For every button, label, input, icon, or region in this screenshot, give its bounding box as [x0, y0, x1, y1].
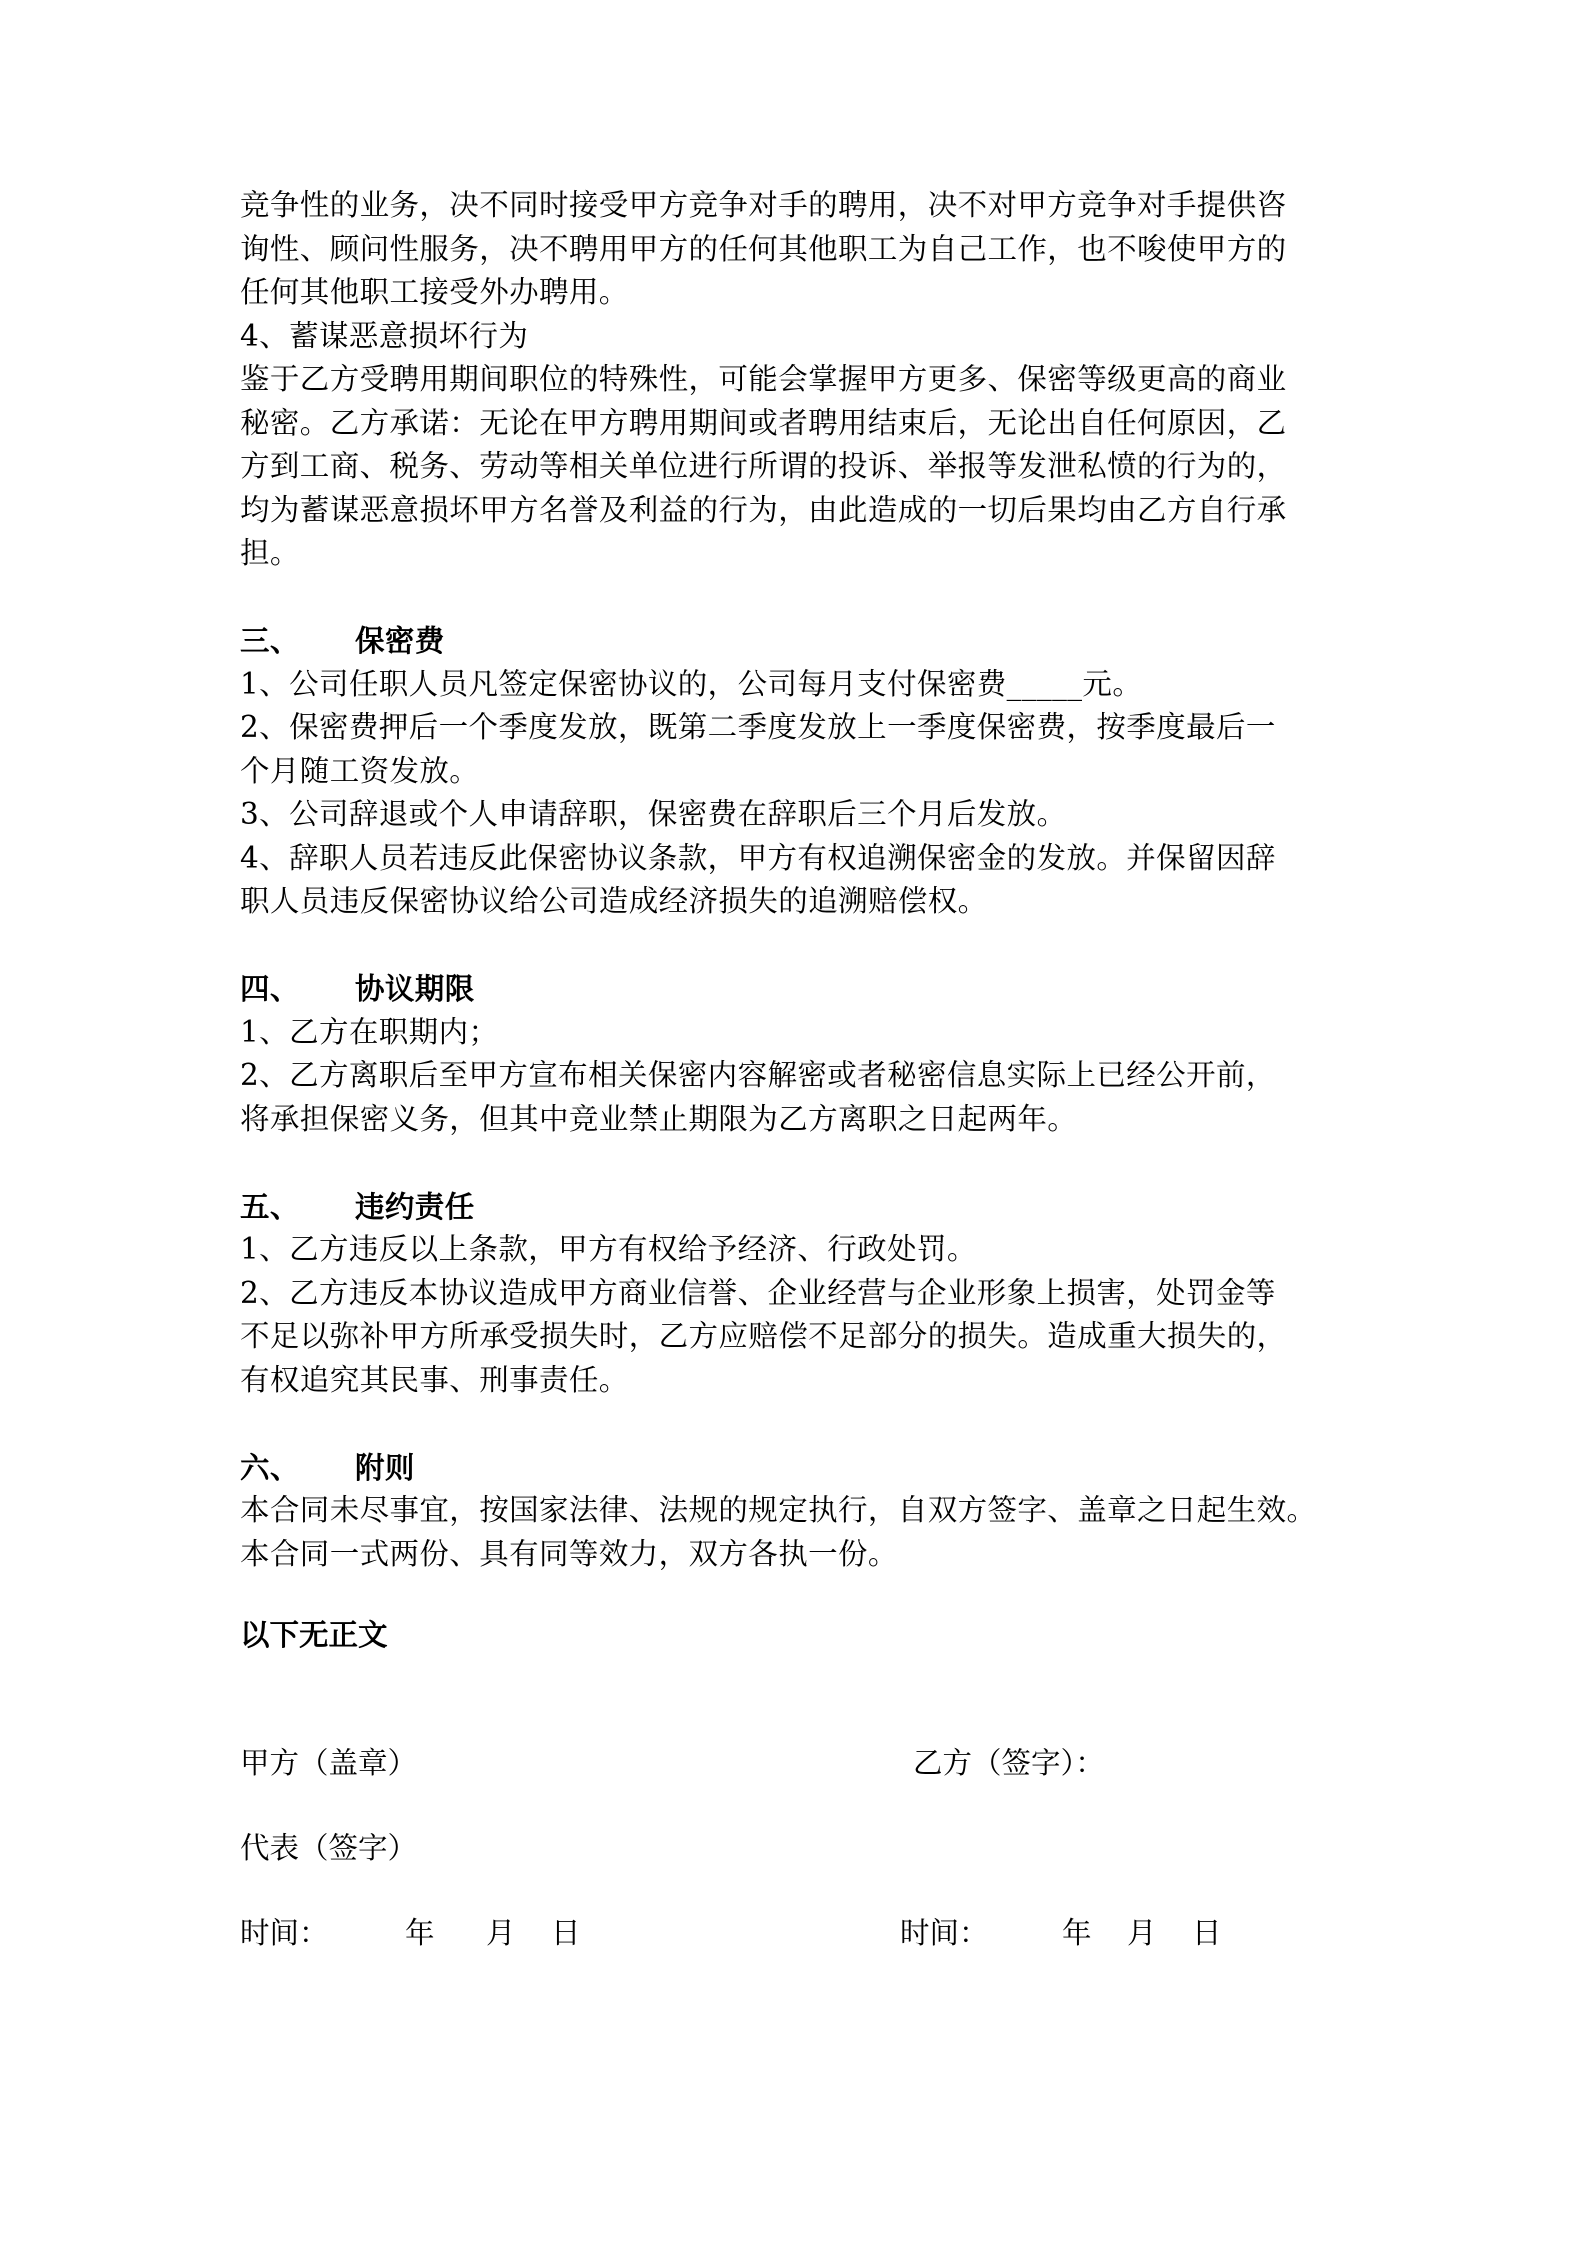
- text-line: 任何其他职工接受外办聘用。: [240, 275, 629, 309]
- text-line: 1、乙方违反以上条款，甲方有权给予经济、行政处罚。: [240, 1232, 977, 1266]
- text-line: 3、公司辞退或个人申请辞职，保密费在辞职后三个月后发放。: [240, 797, 1067, 831]
- party-b-time-label: 时间：: [900, 1916, 989, 1950]
- section-title: 保密费: [355, 623, 445, 658]
- section-number: 四、: [240, 971, 300, 1006]
- end-of-text-note: 以下无正文: [240, 1617, 388, 1652]
- text-line: 方到工商、税务、劳动等相关单位进行所谓的投诉、举报等发泄私愤的行为的，: [240, 449, 1287, 483]
- section-heading: [240, 619, 1360, 663]
- party-b-day: 日: [1192, 1916, 1222, 1950]
- text-line: 鉴于乙方受聘用期间职位的特殊性，可能会掌握甲方更多、保密等级更高的商业: [240, 362, 1287, 396]
- section-confidentiality-fee: [240, 619, 1360, 924]
- text-line: 竞争性的业务，决不同时接受甲方竞争对手的聘用，决不对甲方竞争对手提供咨: [240, 188, 1287, 222]
- party-a-seal-label: 甲方（盖章）: [240, 1746, 418, 1780]
- text-line: 个月随工资发放。: [240, 753, 480, 788]
- party-a-month: 月: [486, 1916, 516, 1950]
- party-b-signature-label: 乙方（签字）：: [913, 1746, 1105, 1780]
- party-a-year: 年: [405, 1916, 435, 1950]
- text-line: 询性、顾问性服务，决不聘用甲方的任何其他职工为自己工作，也不唆使甲方的: [240, 231, 1287, 266]
- section-number: 五、: [240, 1188, 300, 1224]
- text-line: 2、保密费押后一个季度发放，既第二季度发放上一季度保密费，按季度最后一: [240, 710, 1276, 744]
- section-title: 附则: [355, 1449, 415, 1485]
- text-line: 本合同未尽事宜，按国家法律、法规的规定执行，自双方签字、盖章之日起生效。: [240, 1493, 1317, 1527]
- text-line: 有权追究其民事、刑事责任。: [240, 1362, 629, 1397]
- text-line: 1、乙方在职期内；: [240, 1014, 499, 1049]
- section-heading: [240, 1446, 1360, 1490]
- party-a-time-label: 时间：: [240, 1916, 329, 1950]
- text-line: 担。: [240, 536, 300, 570]
- text-line: 将承担保密义务，但其中竞业禁止期限为乙方离职之日起两年。: [240, 1101, 1078, 1136]
- text-line: 2、乙方离职后至甲方宣布相关保密内容解密或者秘密信息实际上已经公开前，: [240, 1058, 1276, 1092]
- representative-signature-label: 代表（签字）: [240, 1831, 418, 1865]
- section-title: 协议期限: [355, 971, 475, 1006]
- text-line: 均为蓄谋恶意损坏甲方名誉及利益的行为，由此造成的一切后果均由乙方自行承: [240, 492, 1287, 527]
- party-b-year: 年: [1062, 1916, 1092, 1950]
- text-line: 不足以弥补甲方所承受损失时，乙方应赔偿不足部分的损失。造成重大损失的，: [240, 1319, 1287, 1353]
- section-number: 三、: [240, 623, 300, 658]
- text-line: 2、乙方违反本协议造成甲方商业信誉、企业经营与企业形象上损害，处罚金等: [240, 1275, 1276, 1310]
- document-body: [240, 184, 1360, 1576]
- section-title: 违约责任: [355, 1188, 475, 1224]
- text-line: 1、公司任职人员凡签定保密协议的，公司每月支付保密费_____元。: [240, 666, 1143, 701]
- text-line: 本合同一式两份、具有同等效力，双方各执一份。: [240, 1536, 898, 1571]
- section-agreement-term: [240, 967, 1360, 1141]
- text-line: 4、辞职人员若违反此保密协议条款，甲方有权追溯保密金的发放。并保留因辞: [240, 840, 1276, 875]
- section-breach-liability: [240, 1185, 1360, 1403]
- clause-title: 4、蓄谋恶意损坏行为: [240, 318, 529, 353]
- section-heading: [240, 967, 1360, 1011]
- section-supplementary: [240, 1446, 1360, 1577]
- text-line: 职人员违反保密协议给公司造成经济损失的追溯赔偿权。: [240, 884, 988, 918]
- text-line: 秘密。乙方承诺：无论在甲方聘用期间或者聘用结束后，无论出自任何原因，乙: [240, 405, 1287, 440]
- section-number: 六、: [240, 1449, 300, 1485]
- party-a-day: 日: [551, 1916, 581, 1950]
- section-heading: [240, 1185, 1360, 1229]
- party-b-month: 月: [1127, 1916, 1157, 1950]
